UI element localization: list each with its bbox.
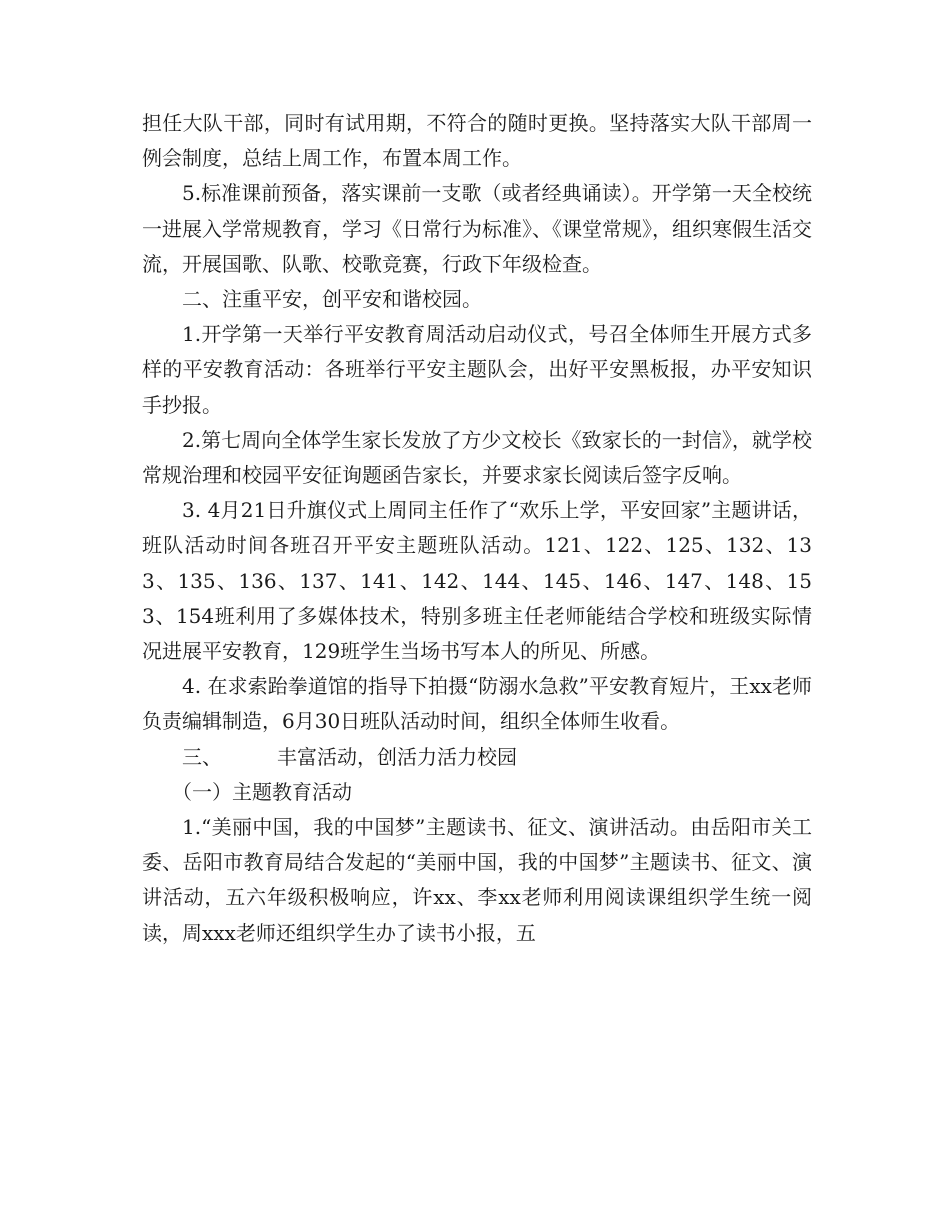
paragraph: 1.“美丽中国，我的中国梦”主题读书、征文、演讲活动。由岳阳市关工委、岳阳市教育局结合发起的“美丽中国，我的中国梦”主题读书、征文、演讲活动，五六年级积极响应，许xx、李xx老师利用阅读课组织学生统一阅读，周xxx老师还组织学生办了读书小报，五 [142, 815, 812, 945]
paragraph: 3. 4月21日升旗仪式上周同主任作了“欢乐上学，平安回家”主题讲话，班队活动时间各班召开平安主题班队活动。121、122、125、132、133、135、136、137、141、142、144、145、146、147、148、153、154班利用了多媒体技术，特别多班主任老师能结合学校和班级实际情况进展平安教育，129班学生当场书写本人的所见、所感。 [142, 498, 812, 664]
subsection-heading: （一）主题教育活动 [172, 779, 352, 804]
paragraph: 1.开学第一天举行平安教育周活动启动仪式，号召全体师生开展方式多样的平安教育活动：各班举行平安主题队会，出好平安黑板报，办平安知识手抄报。 [142, 322, 812, 417]
document-body [142, 106, 812, 951]
section-heading [142, 740, 812, 775]
paragraph: 5.标准课前预备，落实课前一支歌（或者经典诵读）。开学第一天全校统一进展入学常规教育，学习《日常行为标准》、《课堂常规》，组织寒假生活交流，开展国歌、队歌、校歌竞赛，行政下年级检查。 [142, 181, 812, 276]
section-heading: 二、注重平安，创平安和谐校园。 [182, 287, 482, 312]
section-heading-number: 三、 [182, 744, 222, 769]
paragraph: 2.第七周向全体学生家长发放了方少文校长《致家长的一封信》，就学校常规治理和校园平安征询题函告家长，并要求家长阅读后签字反响。 [142, 427, 812, 488]
section-heading-text: 丰富活动，创活力活力校园 [277, 744, 517, 769]
paragraph: 4. 在求索跆拳道馆的指导下拍摄“防溺水急救”平安教育短片，王xx老师负责编辑制造，6月30日班队活动时间，组织全体师生收看。 [142, 674, 812, 734]
paragraph: 担任大队干部，同时有试用期，不符合的随时更换。坚持落实大队干部周一例会制度，总结上周工作，布置本周工作。 [142, 111, 812, 171]
